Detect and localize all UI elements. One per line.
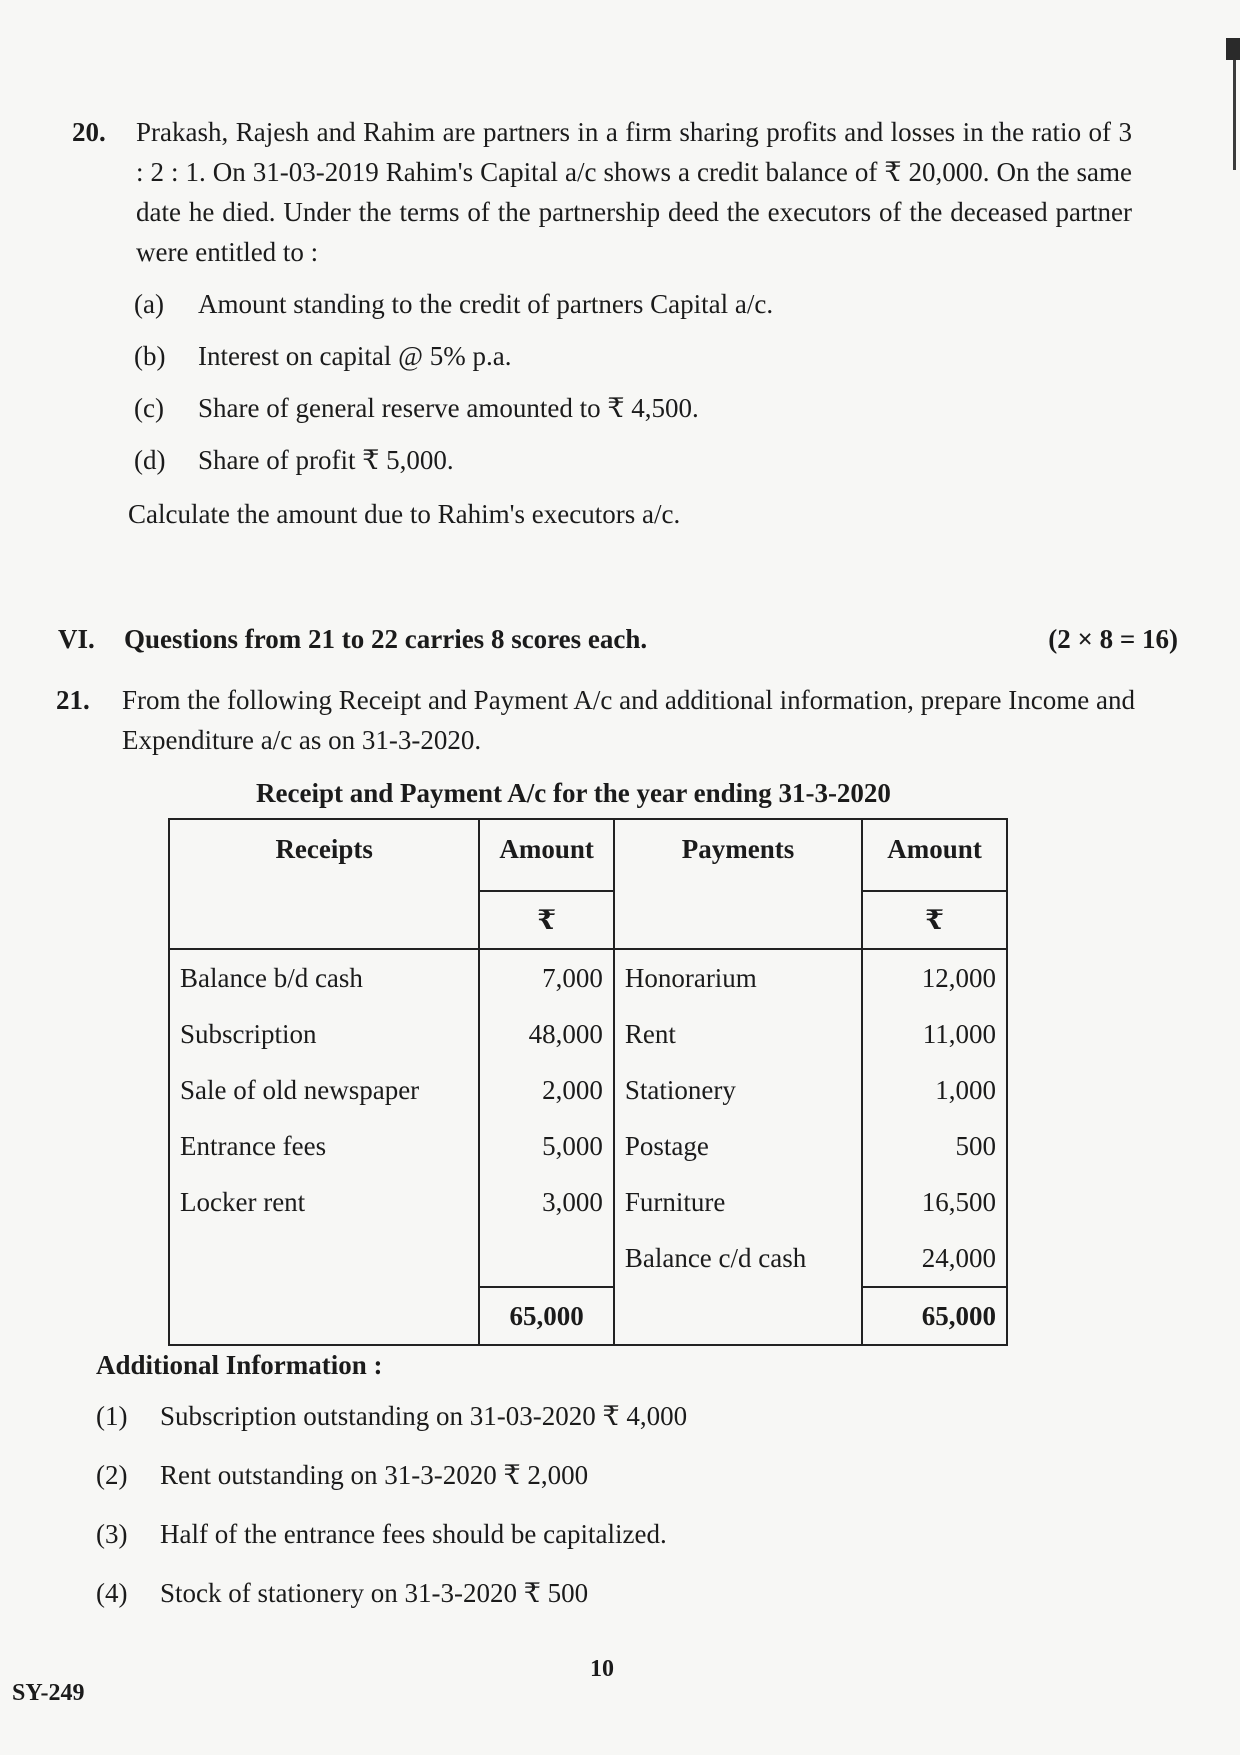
item-text: Stock of stationery on 31-3-2020 ₹ 500	[160, 1578, 589, 1608]
receipt-amount: 5,000	[479, 1118, 613, 1174]
question-instruction: Calculate the amount due to Rahim's executors a/c.	[128, 499, 681, 529]
receipt-item: Balance b/d cash	[169, 949, 479, 1006]
additional-heading: Additional Information :	[96, 1350, 383, 1380]
item-text: Share of general reserve amounted to ₹ 4,500.	[198, 393, 699, 423]
payment-amount: 500	[862, 1118, 1007, 1174]
total-payments: 65,000	[862, 1287, 1007, 1345]
question-text: Prakash, Rajesh and Rahim are partners in a firm sharing profits and losses in the ratio of 3 : 2 : 1. On 31-03-2019 Rahim's Capital a/c shows a credit balance of ₹ 20,000. On the same date he died. Under the terms of the partnership deed the executors of the deceased partner were entitled to :	[136, 117, 1132, 267]
table-row	[169, 1118, 1007, 1174]
payment-item: Stationery	[614, 1062, 862, 1118]
list-item	[96, 1401, 1096, 1432]
item-text: Interest on capital @ 5% p.a.	[198, 341, 512, 371]
section-title: Questions from 21 to 22 carries 8 scores each.	[124, 624, 648, 654]
question-number: 21.	[56, 685, 90, 715]
receipt-item: Entrance fees	[169, 1118, 479, 1174]
payment-item: Furniture	[614, 1174, 862, 1230]
total-receipts: 65,000	[479, 1287, 613, 1345]
blank-cell	[169, 1287, 479, 1345]
list-item	[134, 284, 1132, 324]
item-label: (b)	[134, 341, 166, 371]
column-header: Amount	[479, 819, 613, 891]
list-item	[96, 1578, 1096, 1609]
item-text: Half of the entrance fees should be capitalized.	[160, 1519, 667, 1549]
item-text: Rent outstanding on 31-3-2020 ₹ 2,000	[160, 1460, 589, 1490]
page-edge-mark	[1226, 38, 1240, 60]
paper-code: SY-249	[12, 1680, 85, 1706]
payment-amount: 16,500	[862, 1174, 1007, 1230]
item-text: Amount standing to the credit of partners Capital a/c.	[198, 289, 774, 319]
item-label: (3)	[96, 1519, 128, 1549]
list-item	[96, 1460, 1096, 1491]
section-heading	[58, 624, 1178, 655]
question-20	[72, 112, 1132, 534]
payment-amount: 1,000	[862, 1062, 1007, 1118]
table-row	[169, 949, 1007, 1006]
item-label: (d)	[134, 445, 166, 475]
receipt-payment-table	[168, 818, 1008, 1346]
payment-amount: 12,000	[862, 949, 1007, 1006]
question-number: 20.	[72, 117, 106, 147]
page-number: 10	[590, 1656, 614, 1682]
list-item	[134, 336, 1132, 376]
payment-item: Balance c/d cash	[614, 1230, 862, 1287]
receipt-amount	[479, 1230, 613, 1287]
item-label: (4)	[96, 1578, 128, 1608]
payment-amount: 11,000	[862, 1006, 1007, 1062]
receipt-amount: 2,000	[479, 1062, 613, 1118]
receipt-item	[169, 1230, 479, 1287]
question-21	[56, 680, 1136, 760]
column-header: Receipts	[169, 819, 479, 949]
blank-cell	[614, 1287, 862, 1345]
item-label: (a)	[134, 289, 164, 319]
table-caption: Receipt and Payment A/c for the year ending 31-3-2020	[256, 778, 891, 808]
list-item	[134, 388, 1132, 428]
column-header: Payments	[614, 819, 862, 949]
question-text: From the following Receipt and Payment A/c and additional information, prepare Income and Expenditure a/c as on 31-3-2020.	[122, 685, 1135, 755]
table-header-row	[169, 819, 1007, 891]
item-text: Share of profit ₹ 5,000.	[198, 445, 454, 475]
section-number: VI.	[58, 624, 95, 654]
additional-information	[96, 1350, 1096, 1637]
list-item	[134, 440, 1132, 480]
receipt-item: Subscription	[169, 1006, 479, 1062]
item-label: (1)	[96, 1401, 128, 1431]
table-row	[169, 1230, 1007, 1287]
table-row	[169, 1006, 1007, 1062]
item-label: (c)	[134, 393, 164, 423]
table-row	[169, 1062, 1007, 1118]
page-edge-line	[1233, 60, 1236, 170]
payment-item: Rent	[614, 1006, 862, 1062]
receipt-amount: 3,000	[479, 1174, 613, 1230]
currency-symbol: ₹	[479, 891, 613, 949]
item-label: (2)	[96, 1460, 128, 1490]
section-marks: (2 × 8 = 16)	[1048, 624, 1178, 654]
receipt-amount: 7,000	[479, 949, 613, 1006]
receipt-item: Sale of old newspaper	[169, 1062, 479, 1118]
total-row	[169, 1287, 1007, 1345]
list-item	[96, 1519, 1096, 1550]
item-text: Subscription outstanding on 31-03-2020 ₹ 4,000	[160, 1401, 688, 1431]
payment-amount: 24,000	[862, 1230, 1007, 1287]
column-header: Amount	[862, 819, 1007, 891]
payment-item: Postage	[614, 1118, 862, 1174]
payment-item: Honorarium	[614, 949, 862, 1006]
receipt-item: Locker rent	[169, 1174, 479, 1230]
receipt-amount: 48,000	[479, 1006, 613, 1062]
table-row	[169, 1174, 1007, 1230]
currency-symbol: ₹	[862, 891, 1007, 949]
